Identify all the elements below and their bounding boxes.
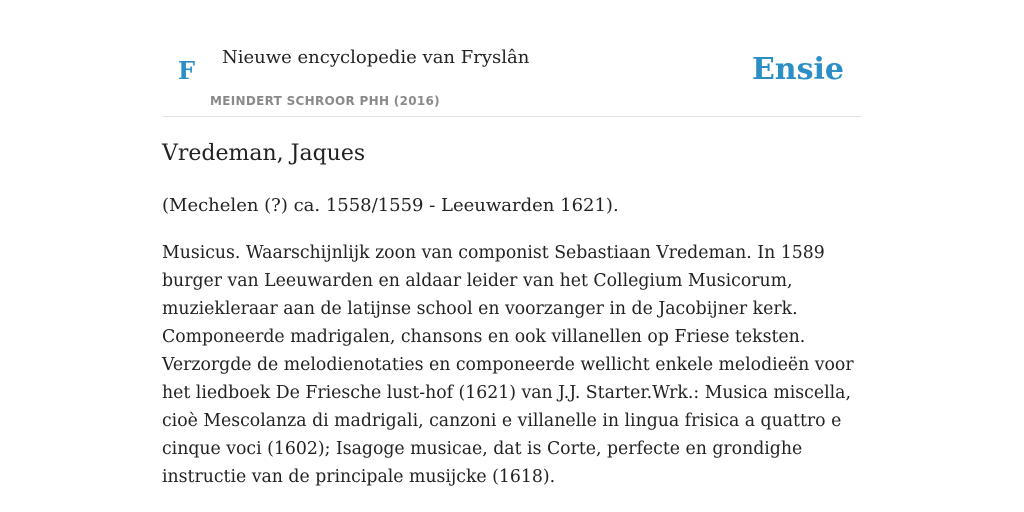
page <box>162 0 862 512</box>
header <box>162 0 862 117</box>
book-logo[interactable]: F <box>178 56 196 85</box>
author-label: MEINDERT SCHROOR PHH (2016) <box>210 94 440 108</box>
entry-dates: (Mechelen (?) ca. 1558/1559 - Leeuwarden 1621). <box>162 195 619 216</box>
entry-body: Musicus. Waarschijnlijk zoon van componist Sebastiaan Vredeman. In 1589 burger van Leeuwarden en aldaar leider van het Collegium Musicorum, muziekleraar aan de latijnse school en voorzanger in de Jacobijner kerk. Componeerde madrigalen, chansons en ook villanellen op Friese teksten. Verzorgde de melodienotaties en componeerde wellicht enkele melodieën voor het liedboek De Friesche lust-hof (1621) van J.J. Starter.Wrk.: Musica miscella, cioè Mescolanza di madrigali, canzoni e villanelle in lingua frisica a quattro e cinque voci (1602); Isagoge musicae, dat is Corte, perfecte en grondighe instructie van de principale musijcke (1618). <box>162 243 854 487</box>
entry-title: Vredeman, Jaques <box>162 141 366 166</box>
ensie-logo[interactable]: Ensie <box>751 52 844 87</box>
book-title-link[interactable]: Nieuwe encyclopedie van Fryslân <box>222 47 530 68</box>
